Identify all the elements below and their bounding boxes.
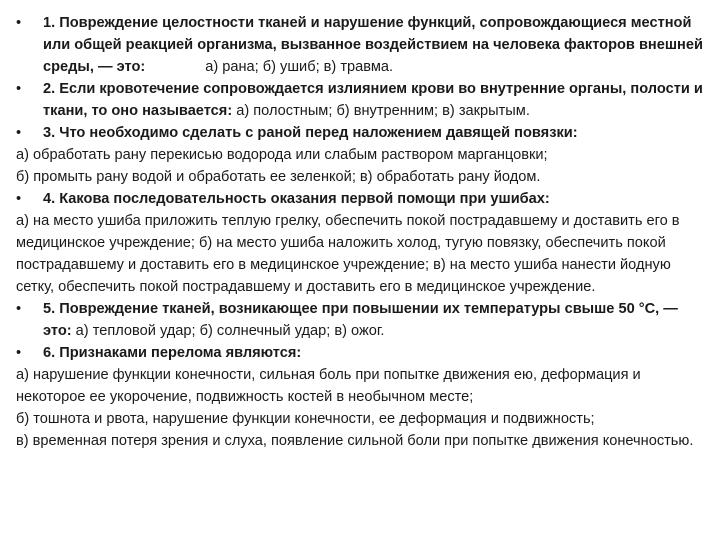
question-3-text [43,125,578,141]
quiz-content [16,12,706,452]
question-5-prompt: 5. Повреждение тканей, возникающее при повышении их температуры свыше 50 °С, — это: [43,301,678,339]
bullet-icon: • [16,125,22,141]
question-6-option-b: б) тошнота и рвота, нарушение функции конечности, ее деформация и подвижность; [16,411,595,427]
question-1-options: а) рана; б) ушиб; в) травма. [205,59,394,75]
question-5 [16,298,706,342]
bullet-icon: • [16,81,22,97]
question-4-text [43,191,550,207]
bullet-icon: • [16,301,22,317]
question-5-options: а) тепловой удар; б) солнечный удар; в) ожог. [75,323,385,339]
question-2-options: а) полостным; б) внутренним; в) закрытым. [236,103,530,119]
question-2 [16,78,706,122]
question-1-text [43,15,703,75]
question-6-text [43,345,301,361]
question-1 [16,12,706,78]
question-2-text [43,81,703,119]
question-4-prompt: 4. Какова последовательность оказания первой помощи при ушибах: [43,191,550,207]
question-6-option-a: а) нарушение функции конечности, сильная боль при попытке движения ею, деформация и некоторое ее укорочение, подвижность костей в необычном месте; [16,367,641,405]
question-6-prompt: 6. Признаками перелома являются: [43,345,302,361]
question-3-prompt: 3. Что необходимо сделать с раной перед наложением давящей повязки: [43,125,578,141]
bullet-icon: • [16,191,22,207]
question-6-option-c: в) временная потеря зрения и слуха, появление сильной боли при попытке движения конечностью. [16,433,694,449]
question-6 [16,342,706,364]
question-3-option-b: б) промыть рану водой и обработать ее зеленкой; в) обработать рану йодом. [16,169,541,185]
question-3-option-a: а) обработать рану перекисью водорода или слабым раствором марганцовки; [16,147,548,163]
question-4-options: а) на место ушиба приложить теплую грелку, обеспечить покой пострадавшему и доставить его в медицинское учреждение; б) на место ушиба наложить холод, тугую повязку, обеспечить покой пострадавшему и доставить его в медицинское учреждение; в) на место ушиба нанести йодную сетку, обеспечить покой пострадавшему и доставить его в медицинское учреждение. [16,213,680,295]
question-2-prompt: 2. Если кровотечение сопровождается излиянием крови во внутренние органы, полости и ткани, то оно называется: [43,81,703,119]
question-1-prompt: 1. Повреждение целостности тканей и нарушение функций, сопровождающиеся местной или общей реакцией организма, вызванное воздействием на человека факторов внешней среды, — это: [43,15,703,75]
bullet-icon: • [16,345,22,361]
question-5-text [43,301,678,339]
question-3 [16,122,706,144]
bullet-icon: • [16,15,22,31]
question-4 [16,188,706,210]
